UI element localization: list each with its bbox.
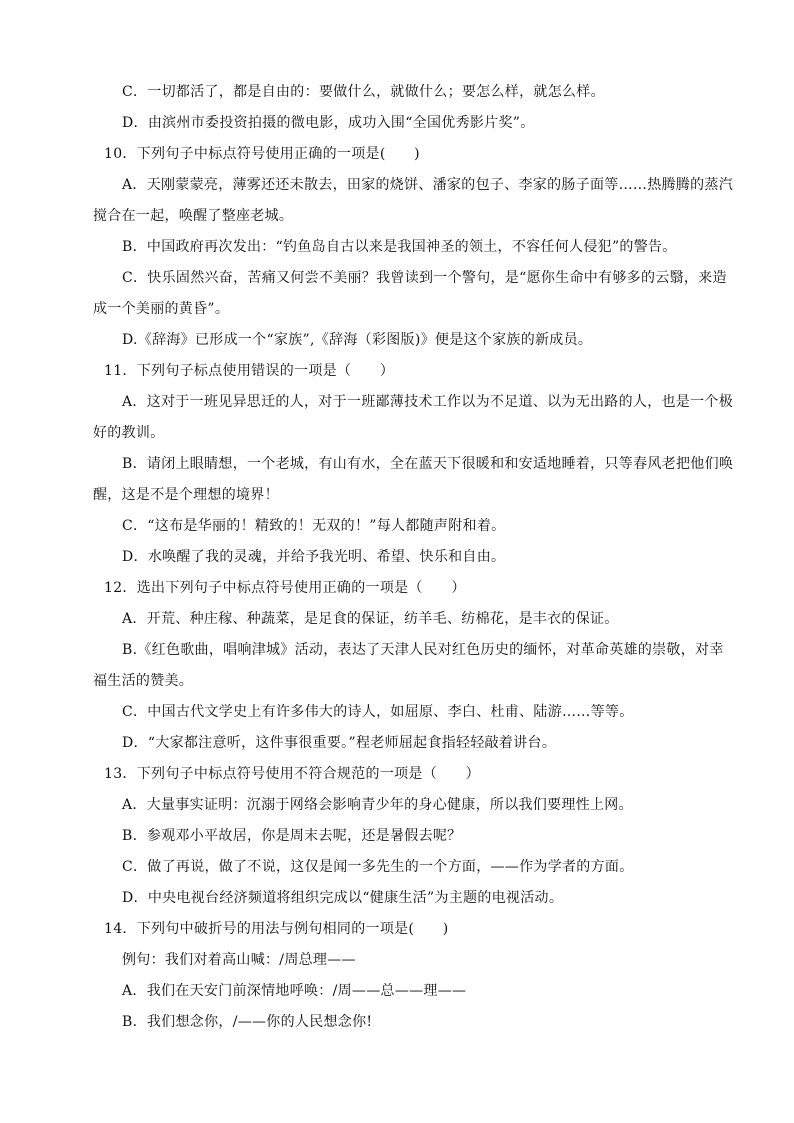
question-12: 12．选出下列句子中标点符号使用正确的一项是（ ） (104, 580, 466, 596)
q11-option-b: B．请闭上眼睛想，一个老城，有山有水，全在蓝天下很暖和和安适地睡着，只等春风老把他们唤 (122, 456, 734, 472)
q14-option-b: B．我们想念你，/——你的人民想念你! (122, 1014, 373, 1030)
q12-option-d: D．“大家都注意听，这件事很重要。”程老师屈起食指轻轻敲着讲台。 (122, 735, 557, 751)
q12-option-b: B.《红色歌曲，唱响津城》活动，表达了天津人民对红色历史的缅怀，对革命英雄的崇敬，对幸 (122, 642, 724, 658)
q12-option-c: C．中国古代文学史上有许多伟大的诗人，如屈原、李白、杜甫、陆游……等等。 (122, 704, 634, 720)
q10-option-c-cont: 成一个美丽的黄昏”。 (93, 301, 230, 317)
question-10: 10．下列句子中标点符号使用正确的一项是( ) (104, 146, 420, 162)
q10-option-a: A．天刚蒙蒙亮，薄雾还还未散去，田家的烧饼、潘家的包子、李家的肠子面等……热腾腾的蒸汽 (122, 177, 734, 193)
q13-option-b: B．参观邓小平故居，你是周末去呢，还是暑假去呢？ (122, 828, 462, 844)
q9-option-c: C．一切都活了，都是自由的：要做什么，就做什么；要怎么样，就怎么样。 (122, 84, 605, 100)
q12-option-a: A．开荒、种庄稼、种蔬菜，是足食的保证，纺羊毛、纺棉花，是丰衣的保证。 (122, 611, 619, 627)
q10-option-b: B．中国政府再次发出：“钓鱼岛自古以来是我国神圣的领土，不容任何人侵犯”的警告。 (122, 239, 677, 255)
q11-option-d: D．水唤醒了我的灵魂，并给予我光明、希望、快乐和自由。 (122, 549, 506, 565)
q10-option-a-cont: 搅合在一起，唤醒了整座老城。 (93, 208, 294, 224)
q13-option-a: A．大量事实证明：沉溺于网络会影响青少年的身心健康，所以我们要理性上网。 (122, 797, 633, 813)
q11-option-c: C．“这布是华丽的！精致的！无双的！”每人都随声附和着。 (122, 518, 506, 534)
q13-option-d: D．中央电视台经济频道将组织完成以“健康生活”为主题的电视活动。 (122, 890, 564, 906)
question-11: 11．下列句子标点使用错误的一项是（ ） (104, 363, 395, 379)
q11-option-b-cont: 醒，这是不是个理想的境界！ (93, 487, 279, 503)
q14-option-a: A．我们在天安门前深情地呼唤：/周——总——理—— (122, 983, 467, 999)
q14-example: 例句：我们对着高山喊：/周总理—— (122, 952, 356, 968)
question-13: 13．下列句子中标点符号使用不符合规范的一项是（ ） (104, 766, 480, 782)
q12-option-b-cont: 福生活的赞美。 (93, 673, 194, 689)
q10-option-d: D.《辞海》已形成一个“家族”,《辞海（彩图版)》便是这个家族的新成员。 (122, 332, 593, 348)
q13-option-c: C．做了再说，做了不说，这仅是闻一多先生的一个方面，——作为学者的方面。 (122, 859, 634, 875)
question-14: 14．下列句中破折号的用法与例句相同的一项是( ) (104, 921, 449, 937)
q11-option-a: A．这对于一班见异思迁的人，对于一班鄙薄技术工作以为不足道、以为无出路的人，也是一个极 (122, 394, 734, 410)
q11-option-a-cont: 好的教训。 (93, 425, 165, 441)
q10-option-c: C．快乐固然兴奋，苦痛又何尝不美丽？我曾读到一个警句，是“愿你生命中有够多的云翳，来造 (122, 270, 727, 286)
q9-option-d: D．由滨州市委投资拍摄的微电影，成功入围“全国优秀影片奖”。 (122, 115, 535, 131)
